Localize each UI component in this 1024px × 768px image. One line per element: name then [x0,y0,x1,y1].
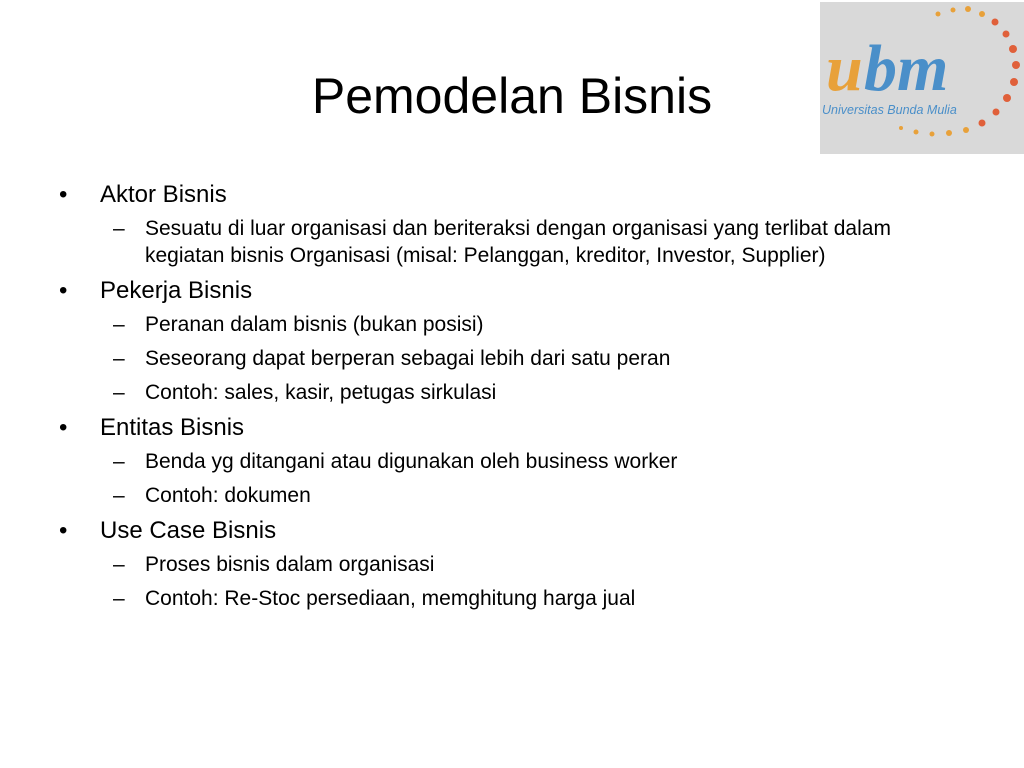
sub-bullet-item [0,345,1024,372]
dash-icon: – [113,484,125,507]
dash-icon: – [113,313,125,336]
bullet-label: Aktor Bisnis [100,181,227,208]
sub-bullet-item [0,482,1024,509]
dash-icon: – [113,347,125,370]
logo-letters-bm: bm [864,32,949,105]
sub-bullet-text: Seseorang dapat berperan sebagai lebih dari satu peran [145,347,671,370]
slide-title: Pemodelan Bisnis [311,68,713,124]
bullet-icon: • [59,517,68,544]
sub-bullet-text: Sesuatu di luar organisasi dan beriteraksi dengan organisasi yang terlibat dalam kegiatan bisnis Organisasi (misal: Pelanggan, kreditor, Investor, Supplier) [145,217,891,267]
sub-bullet-item [0,448,1024,475]
sub-bullet-item [0,311,1024,338]
sub-bullet-item [0,585,1024,612]
logo-caption: Universitas Bunda Mulia [822,103,957,117]
sub-bullet-item [0,551,1024,578]
slide-body [0,180,1024,619]
sub-bullet-text: Proses bisnis dalam organisasi [145,553,435,576]
bullet-item [0,516,1024,546]
bullet-item [0,276,1024,306]
logo-letter-u: u [826,32,863,105]
sub-bullet-text: Peranan dalam bisnis (bukan posisi) [145,313,484,336]
sub-bullet-item [0,215,1024,269]
bullet-item [0,413,1024,443]
sub-bullet-text: Contoh: dokumen [145,484,311,507]
ubm-logo [820,2,1024,154]
bullet-label: Pekerja Bisnis [100,277,253,304]
bullet-label: Use Case Bisnis [100,517,277,544]
dash-icon: – [113,587,125,610]
sub-bullet-item [0,379,1024,406]
bullet-label: Entitas Bisnis [100,414,245,441]
bullet-item [0,180,1024,210]
bullet-icon: • [59,181,68,208]
sub-bullet-text: Contoh: Re-Stoc persediaan, memghitung harga jual [145,587,636,610]
sub-bullet-text: Benda yg ditangani atau digunakan oleh business worker [145,450,678,473]
bullet-icon: • [59,414,68,441]
sub-bullet-text: Contoh: sales, kasir, petugas sirkulasi [145,381,497,404]
dash-icon: – [113,553,125,576]
dash-icon: – [113,450,125,473]
dash-icon: – [113,381,125,404]
bullet-icon: • [59,277,68,304]
dash-icon: – [113,217,125,240]
